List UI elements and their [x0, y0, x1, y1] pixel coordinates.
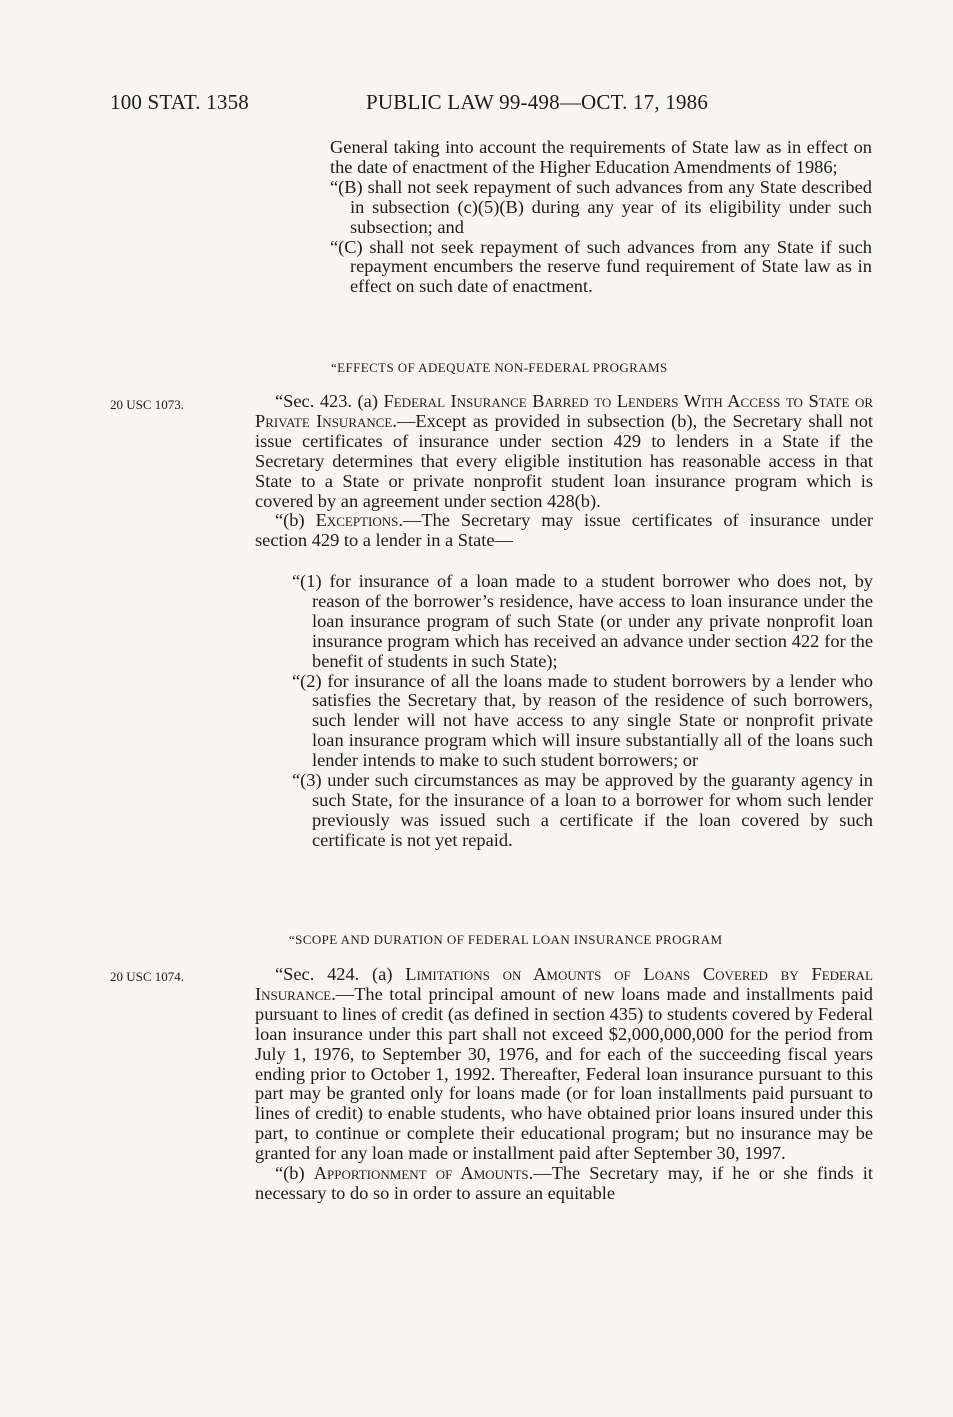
paragraph-c: “(C) shall not seek repayment of such advances from any State if such repayment encumbers the reserve fund requirement of State law as in effect on such date of enactment.: [330, 236, 872, 297]
subsection-caption: Apportionment of Amounts.: [313, 1163, 534, 1184]
list-item: “(1) for insurance of a loan made to a student borrower who does not, by reason of the borrower’s residence, have access to loan insurance under the loan insurance program of such State (or under any private nonprofit loan insurance program which has received an advance under section 422 for the benefit of students in such State);: [292, 571, 873, 671]
list-item: “(2) for insurance of all the loans made to student borrowers by a lender who satisfies the Secretary that, by reason of the residence of such borrowers, such lender will not have access to any single State or nonprofit private loan insurance program which will insure substantially all of the loans such lender intends to make to such student borrowers; or: [292, 670, 873, 771]
subsection-a: [255, 965, 873, 1164]
section-lead: “Sec. 423. (a): [275, 391, 384, 411]
list-item: “(3) under such circumstances as may be approved by the guaranty agency in such State, for the insurance of a loan to a borrower for whom such lender previously was issued such a certificate if the loan covered by such certificate is not yet repaid.: [292, 770, 873, 850]
subsection-b: [255, 1164, 873, 1204]
page-title: PUBLIC LAW 99-498—OCT. 17, 1986: [366, 90, 709, 114]
section-heading: “SCOPE AND DURATION OF FEDERAL LOAN INSURANCE PROGRAM: [289, 932, 723, 947]
subsection-b: [255, 511, 873, 551]
subsection-caption: Federal Insurance Barred to Lenders With Access to State or Private Insurance.: [255, 391, 873, 431]
section-heading: “EFFECTS OF ADEQUATE NON-FEDERAL PROGRAMS: [331, 360, 668, 375]
exceptions-list: [292, 572, 873, 851]
margin-citation: 20 USC 1074.: [110, 969, 185, 984]
subsection-text: —The Secretary may issue certificates of insurance under section 429 to a lender in a State—: [255, 510, 873, 551]
continuation-block: [330, 138, 872, 297]
subsection-caption: Exceptions.: [315, 510, 403, 531]
statute-citation: 100 STAT. 1358: [110, 90, 249, 114]
subsection-lead: “(b): [275, 1163, 314, 1184]
subsection-text: —The Secretary may, if he or she finds it necessary to do so in order to assure an equitable: [255, 1163, 873, 1203]
subsection-caption: Limitations on Amounts of Loans Covered by Federal Insurance.: [255, 964, 874, 1004]
margin-citation: 20 USC 1073.: [110, 397, 185, 412]
section-423: [255, 392, 873, 551]
subsection-lead: “(b): [275, 510, 316, 531]
subsection-text: —The total principal amount of new loans made and installments paid pursuant to lines of credit (as defined in section 435) to students covered by Federal loan insurance under this part shall not exceed $2,000,000,000 for the period from July 1, 1976, to September 30, 1976, and for each of the succeeding fiscal years ending prior to October 1, 1992. Thereafter, Federal loan insurance pursuant to this part may be granted only for loans made (or for loan installments paid pursuant to lines of credit) to enable students, who have obtained prior loans insured under this part, to continue or complete their educational program; but no insurance may be granted for any loan made or installment paid after September 30, 1997.: [255, 983, 873, 1164]
paragraph-b: “(B) shall not seek repayment of such advances from any State described in subsection (c)(5)(B) during any year of its eligibility under such subsection; and: [330, 176, 872, 237]
subsection-text: —Except as provided in subsection (b), the Secretary shall not issue certificates of insurance under section 429 to lenders in a State if the Secretary determines that every eligible institution has reasonable access in that State to a State or private nonprofit student loan insurance program which is covered by an agreement under section 428(b).: [255, 410, 874, 511]
section-lead: “Sec. 424. (a): [275, 964, 406, 984]
section-424: [255, 965, 873, 1204]
subsection-a: [255, 392, 873, 511]
paragraph-continuation: General taking into account the requirements of State law as in effect on the date of enactment of the Higher Education Amendments of 1986;: [330, 137, 872, 177]
